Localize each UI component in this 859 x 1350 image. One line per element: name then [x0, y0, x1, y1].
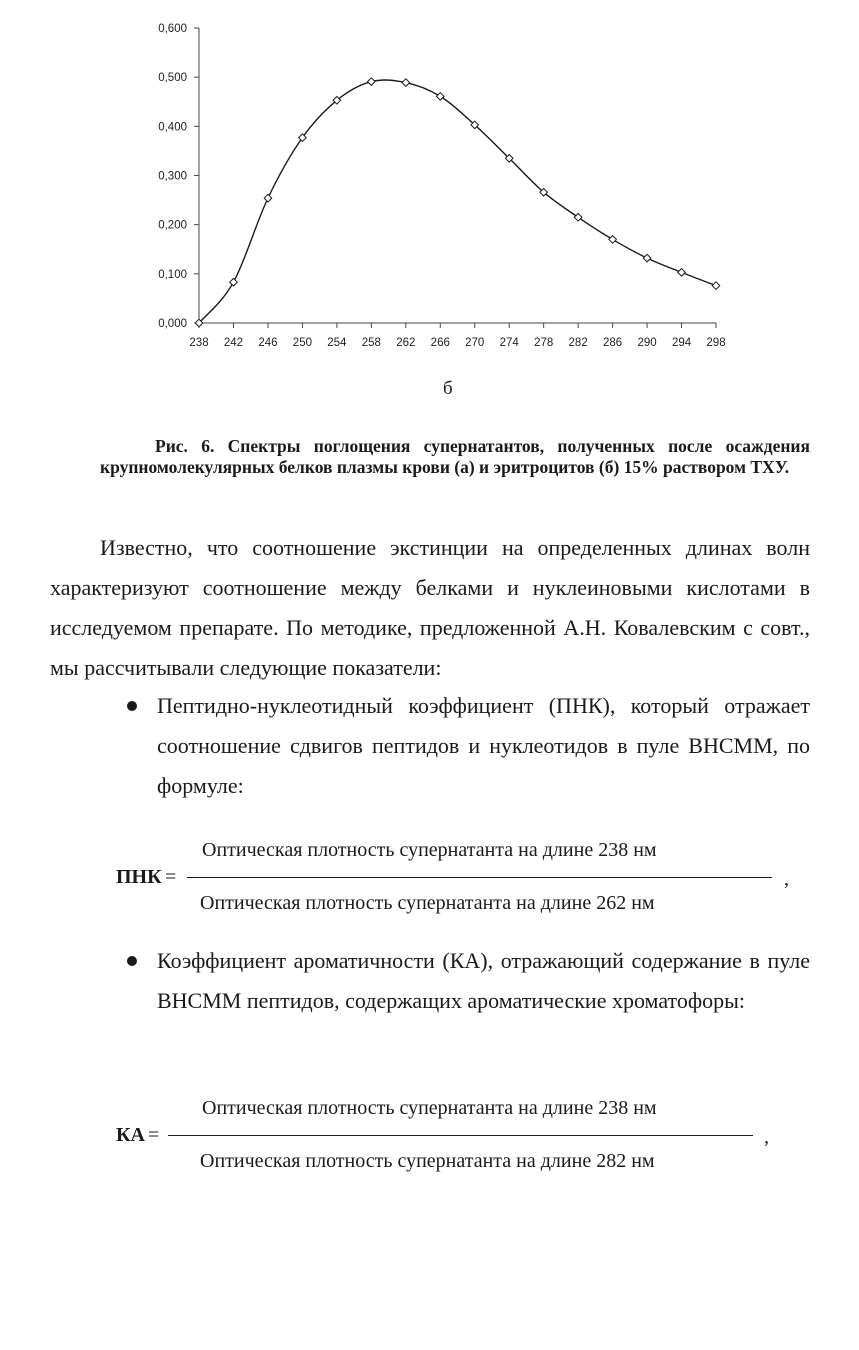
- data-point: [678, 269, 686, 277]
- data-point: [643, 254, 651, 262]
- formula-denominator: Оптическая плотность супернатанта на длине 262 нм: [200, 892, 655, 914]
- formula-comma: ,: [784, 868, 789, 890]
- bullet-marker: [127, 956, 137, 966]
- y-tick-label: 0,400: [158, 121, 187, 134]
- formula-equals: =: [148, 1124, 160, 1146]
- y-axis-ticks: [158, 23, 199, 330]
- bullet-item-ka: Коэффициент ароматичности (КА), отражающий содержание в пуле ВНСММ пептидов, содержащих ароматические хроматофоры:: [157, 948, 810, 1013]
- x-tick-label: 294: [671, 337, 692, 349]
- x-tick-label: 270: [465, 337, 485, 349]
- formula-denominator: Оптическая плотность супернатанта на длине 282 нм: [200, 1150, 655, 1172]
- data-point: [402, 79, 410, 87]
- x-tick-label: 290: [637, 337, 657, 349]
- x-tick-label: 254: [327, 337, 347, 349]
- bullet-marker: [127, 701, 137, 711]
- x-tick-label: 274: [499, 337, 519, 349]
- formula-label: ПНК: [116, 866, 162, 888]
- formula-comma: ,: [764, 1126, 769, 1148]
- absorption-spectrum-chart: [0, 0, 859, 360]
- x-tick-label: 246: [258, 337, 278, 349]
- body-paragraph: Известно, что соотношение экстинции на определенных длинах волн характеризуют соотношение между белками и нуклеиновыми кислотами в исследуемом препарате. По методике, предложенной А.Н. Ковалевским с совт., мы рассчитывали следующие показатели:: [50, 535, 810, 680]
- bullet-item-pnk: Пептидно-нуклеотидный коэффициент (ПНК), который отражает соотношение сдвигов пептидов и нуклеотидов в пуле ВНСММ, по формуле:: [157, 693, 810, 798]
- y-tick-label: 0,100: [158, 268, 187, 281]
- x-tick-label: 238: [189, 337, 209, 349]
- data-point: [609, 236, 617, 244]
- formula-equals: =: [165, 866, 177, 888]
- fraction-bar: [168, 1135, 753, 1136]
- formula-label: КА: [116, 1124, 145, 1146]
- figure-sublabel: б: [443, 378, 453, 399]
- fraction-bar: [187, 877, 772, 878]
- formula-numerator: Оптическая плотность супернатанта на длине 238 нм: [202, 1097, 657, 1119]
- figure-caption: Рис. 6. Спектры поглощения супернатантов, полученных после осаждения крупномолекулярных белков плазмы крови (а) и эритроцитов (б) 15% раствором ТХУ.: [100, 436, 810, 477]
- y-tick-label: 0,000: [158, 318, 187, 330]
- x-tick-label: 266: [430, 337, 450, 349]
- x-tick-label: 242: [223, 337, 244, 349]
- x-tick-label: 282: [568, 337, 588, 349]
- y-tick-label: 0,600: [158, 23, 187, 35]
- y-tick-label: 0,200: [158, 219, 187, 232]
- formula-numerator: Оптическая плотность супернатанта на длине 238 нм: [202, 839, 657, 861]
- data-markers: [195, 78, 720, 327]
- x-tick-label: 298: [706, 337, 726, 349]
- chart-axes: [199, 28, 716, 323]
- y-tick-label: 0,500: [158, 72, 187, 85]
- formula-ka: [0, 1094, 859, 1172]
- data-point: [436, 93, 444, 101]
- y-tick-label: 0,300: [158, 170, 187, 183]
- x-tick-label: 262: [396, 337, 416, 349]
- x-tick-label: 278: [534, 337, 554, 349]
- formula-pnk: [0, 836, 859, 914]
- x-tick-label: 258: [361, 337, 381, 349]
- data-point: [264, 194, 272, 202]
- data-point: [712, 282, 720, 290]
- x-axis-ticks: [189, 323, 725, 349]
- x-tick-label: 250: [292, 337, 312, 349]
- data-point: [574, 213, 582, 221]
- x-tick-label: 286: [603, 337, 623, 349]
- data-point: [368, 78, 376, 86]
- data-point: [230, 278, 238, 286]
- spectrum-curve: [199, 80, 716, 323]
